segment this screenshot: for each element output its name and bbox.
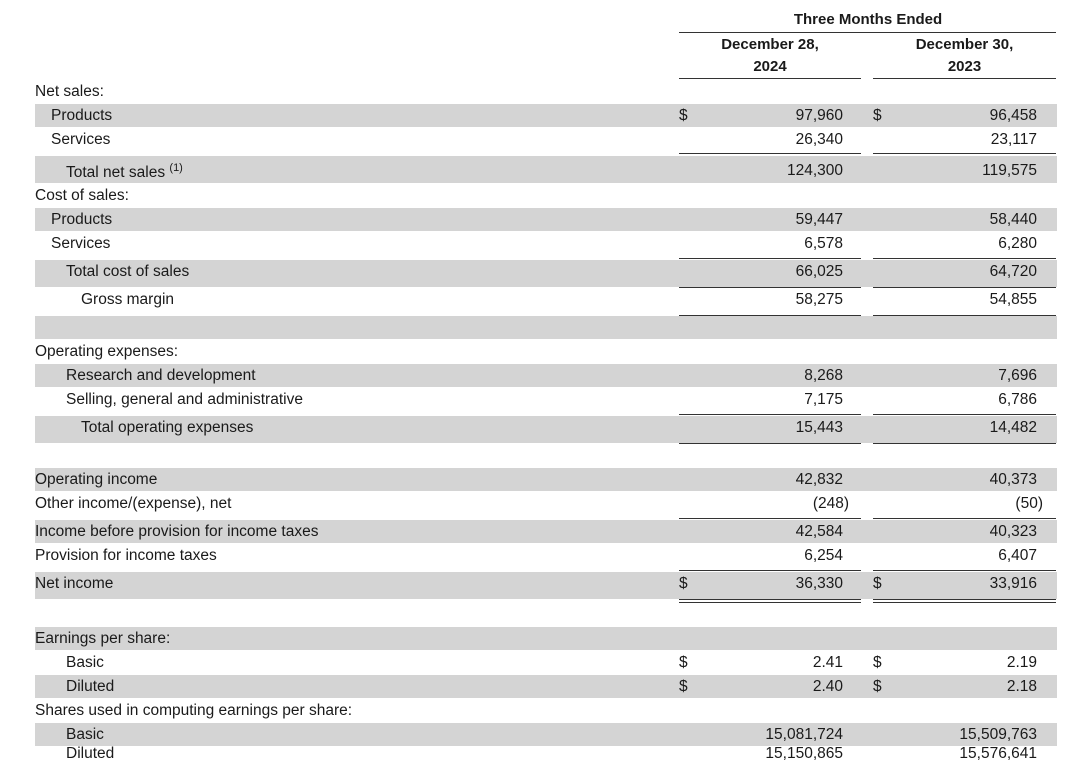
total-rule [679,315,861,316]
row-cost-of-sales [0,185,1073,207]
row-total-opex [0,417,1073,439]
value-2023: 15,509,763 [959,726,1037,743]
col1-header-line2: 2024 [753,58,787,75]
value-2024: 7,175 [804,391,843,408]
value-2024: 6,578 [804,235,843,252]
value-2024: 15,150,865 [765,745,843,762]
row-label: Provision for income taxes [35,547,217,564]
value-2024: 15,443 [795,419,843,436]
row-label: Services [51,131,111,148]
value-2023: 58,440 [989,211,1037,228]
col1-header-rule [679,78,861,79]
subtotal-rule [873,570,1056,571]
row-label: Other income/(expense), net [35,495,232,512]
period-header-rule [679,32,1056,33]
row-label: Selling, general and administrative [66,391,303,408]
subtotal-rule [679,287,861,288]
value-2024: 26,340 [795,131,843,148]
row-label: Net sales: [35,83,104,100]
value-2024: 15,081,724 [765,726,843,743]
row-label: Products [51,107,113,124]
col1-header-line1: December 28, [721,36,819,53]
value-2023: 6,786 [998,391,1037,408]
row-label: Net income [35,575,114,592]
subtotal-rule [679,570,861,571]
value-2024: 36,330 [795,575,843,592]
row-other-income [0,493,1073,515]
row-sga [0,389,1073,411]
row-eps-diluted [0,676,1073,698]
value-2023: 15,576,641 [959,745,1037,762]
footnote-marker: (1) [169,162,183,174]
value-2024: 58,275 [795,291,843,308]
row-label: Services [51,235,111,252]
currency-symbol: $ [873,575,882,592]
row-net-income [0,573,1073,595]
value-2024: 124,300 [786,162,843,179]
row-label: Cost of sales: [35,187,129,204]
double-total-rule [679,599,861,600]
row-label: Income before provision for income taxes [35,523,319,540]
value-2023: 33,916 [989,575,1037,592]
row-pretax-income [0,521,1073,543]
row-shares-diluted [0,743,1073,765]
row-services-cost [0,233,1073,255]
value-2023: 2.19 [1006,654,1037,671]
col2-header-line1: December 30, [915,36,1014,53]
value-2023: 2.18 [1006,678,1037,695]
band [35,316,1057,339]
row-label: Diluted [66,745,115,762]
row-services-sales [0,129,1073,151]
row-label-text: Total net sales [66,164,166,182]
value-2024: 97,960 [795,107,843,124]
row-operating-expenses [0,341,1073,363]
value-2024: (248) [812,495,849,512]
row-total-cost [0,261,1073,283]
value-2023: 7,696 [998,367,1037,384]
currency-symbol: $ [679,654,688,671]
row-products-sales [0,105,1073,127]
value-2023: 14,482 [989,419,1037,436]
value-2024: 59,447 [795,211,843,228]
value-2023: 54,855 [989,291,1037,308]
currency-symbol: $ [679,678,688,695]
value-2023: 119,575 [982,162,1037,179]
row-total-net-sales [0,160,1073,182]
total-rule [679,443,861,444]
row-eps [0,628,1073,650]
value-2024: 6,254 [804,547,843,564]
row-label [66,162,183,182]
row-label: Research and development [66,367,256,384]
subtotal-rule [679,414,861,415]
row-rnd [0,365,1073,387]
currency-symbol: $ [679,575,688,592]
subtotal-rule [873,153,1056,154]
subtotal-rule [873,287,1056,288]
currency-symbol: $ [873,678,882,695]
row-net-sales [0,81,1073,103]
value-2023: (50) [1015,495,1043,512]
currency-symbol: $ [679,107,688,124]
row-gross-margin [0,289,1073,311]
row-label: Gross margin [81,291,175,308]
value-2023: 6,280 [998,235,1037,252]
col2-header-rule [873,78,1056,79]
period-header: Three Months Ended [793,11,943,28]
currency-symbol: $ [873,107,882,124]
row-label: Shares used in computing earnings per share: [35,702,353,719]
row-label: Products [51,211,113,228]
value-2023: 64,720 [989,263,1037,280]
double-total-rule [679,602,861,603]
row-label: Operating income [35,471,158,488]
value-2023: 23,117 [990,131,1037,148]
value-2024: 8,268 [804,367,843,384]
value-2024: 42,584 [795,523,843,540]
value-2023: 40,323 [989,523,1037,540]
col2-header-line2: 2023 [947,58,982,75]
row-label: Total operating expenses [81,419,254,436]
subtotal-rule [873,258,1056,259]
value-2024: 66,025 [795,263,843,280]
row-label: Total cost of sales [66,263,190,280]
currency-symbol: $ [873,654,882,671]
total-rule [873,315,1056,316]
row-income-tax [0,545,1073,567]
row-label: Basic [66,654,104,671]
value-2024: 2.40 [812,678,843,695]
subtotal-rule [873,414,1056,415]
double-total-rule [873,599,1056,600]
row-shares [0,700,1073,722]
row-label: Earnings per share: [35,630,171,647]
subtotal-rule [679,153,861,154]
row-eps-basic [0,652,1073,674]
row-label: Operating expenses: [35,343,179,360]
subtotal-rule [679,258,861,259]
subtotal-rule [873,518,1056,519]
value-2024: 2.41 [812,654,843,671]
value-2023: 40,373 [989,471,1037,488]
row-products-cost [0,209,1073,231]
value-2023: 6,407 [998,547,1037,564]
total-rule [873,443,1056,444]
double-total-rule [873,602,1056,603]
subtotal-rule [679,518,861,519]
value-2024: 42,832 [795,471,843,488]
row-operating-income [0,469,1073,491]
row-label: Diluted [66,678,115,695]
row-label: Basic [66,726,104,743]
value-2023: 96,458 [989,107,1037,124]
